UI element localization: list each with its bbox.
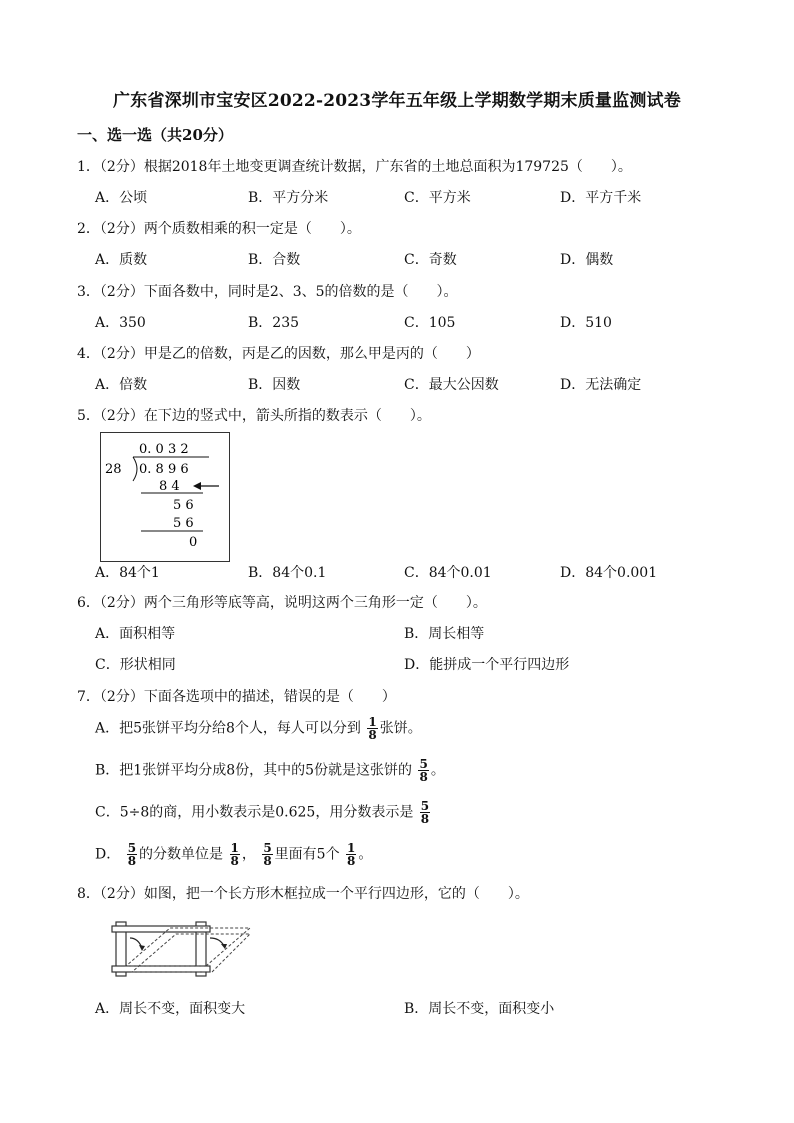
denominator: 8: [368, 728, 377, 742]
option-c: C．平方米: [404, 190, 471, 206]
option-b: B．平方分米: [248, 190, 329, 206]
option-a-suffix: 张饼。: [379, 720, 422, 737]
option-a-text: A．把5张饼平均分给8个人，每人可以分到: [95, 720, 361, 737]
question-text: （2分）下面各选项中的描述，错误的是（ ）: [99, 689, 396, 705]
option-c: [95, 800, 432, 825]
option-b: B．235: [248, 315, 300, 331]
division-bracket: [133, 457, 137, 481]
fraction-5-8: [418, 758, 428, 783]
option-b: B．周长相等: [404, 626, 485, 642]
frame-figure: [110, 918, 255, 984]
question-text: （2分）根据2018年土地变更调查统计数据，广东省的土地总面积为179725（ ）。: [99, 159, 632, 175]
question-text: （2分）两个质数相乘的积一定是（ ）。: [99, 221, 361, 237]
numerator: 5: [420, 799, 430, 813]
option-d-suffix: 。: [358, 846, 373, 863]
dividend: 0. 8 9 6: [139, 462, 189, 477]
option-b: B．合数: [248, 252, 301, 268]
question-number: 1．: [77, 159, 100, 175]
option-d: D．无法确定: [560, 377, 642, 393]
denominator: 8: [263, 854, 272, 868]
option-b: B．周长不变，面积变小: [404, 1001, 555, 1017]
question-5: [77, 405, 431, 425]
frame-svg: [110, 918, 255, 980]
option-a: A．84个1: [95, 565, 160, 581]
step-84: 8 4: [159, 479, 180, 494]
quotient: 0. 0 3 2: [139, 442, 189, 457]
long-division-svg: [101, 433, 229, 561]
question-number: 5．: [77, 408, 100, 424]
question-number: 2．: [77, 221, 100, 237]
numerator: 1: [368, 715, 377, 729]
question-number: 8．: [77, 886, 100, 902]
question-3: [77, 281, 458, 301]
numerator: 5: [127, 841, 137, 855]
option-d: D．偶数: [560, 252, 614, 268]
option-a: A．倍数: [95, 377, 148, 393]
denominator: 8: [420, 812, 430, 826]
option-a: [95, 716, 422, 741]
option-b: B．因数: [248, 377, 301, 393]
question-1: [77, 156, 632, 176]
option-a: A．质数: [95, 252, 148, 268]
question-number: 6．: [77, 595, 100, 611]
option-a: A．350: [95, 315, 146, 331]
step-56-b: 5 6: [173, 516, 194, 531]
section-heading: 一、选一选（共20分）: [77, 126, 233, 144]
denominator: 8: [127, 854, 137, 868]
option-c: C．奇数: [404, 252, 457, 268]
fraction-1-8: [230, 842, 240, 867]
question-text: （2分）如图，把一个长方形木框拉成一个平行四边形，它的（ ）。: [99, 886, 529, 902]
question-4: [77, 343, 480, 363]
option-c: C．84个0.01: [404, 565, 492, 581]
fraction-5-8: [127, 842, 137, 867]
question-2: [77, 218, 361, 238]
option-c: C．形状相同: [95, 657, 176, 673]
long-division-figure: [100, 432, 230, 562]
numerator: 1: [230, 841, 239, 855]
option-d: D．84个0.001: [560, 565, 658, 581]
frame-top-bar: [112, 926, 210, 932]
question-6: [77, 592, 487, 612]
option-d-label: D．: [95, 846, 121, 863]
page-title: 广东省深圳市宝安区2022-2023学年五年级上学期数学期末质量监测试卷: [113, 91, 681, 111]
option-d-comma: ，: [241, 846, 256, 863]
option-a: A．周长不变，面积变大: [95, 1001, 246, 1017]
denominator: 8: [419, 770, 428, 784]
fraction-5-8: [420, 800, 430, 825]
option-b: [95, 758, 445, 783]
question-8: [77, 883, 529, 903]
question-text: （2分）下面各数中，同时是2、3、5的倍数的是（ ）。: [99, 284, 458, 300]
fraction-1-8: [367, 716, 377, 741]
question-text: （2分）两个三角形等底等高，说明这两个三角形一定（ ）。: [99, 595, 487, 611]
numerator: 5: [263, 841, 272, 855]
arrow-icon: [193, 482, 201, 490]
option-b: B．84个0.1: [248, 565, 327, 581]
divisor: 28: [105, 462, 122, 477]
question-text: （2分）甲是乙的倍数，丙是乙的因数，那么甲是丙的（ ）: [99, 346, 480, 362]
question-number: 4．: [77, 346, 100, 362]
option-c: C．105: [404, 315, 456, 331]
numerator: 1: [347, 841, 356, 855]
denominator: 8: [347, 854, 356, 868]
option-d: [95, 842, 372, 867]
option-d: D．510: [560, 315, 612, 331]
question-7: [77, 686, 396, 706]
option-a: A．公顷: [95, 190, 148, 206]
option-d-text-1: 的分数单位是: [139, 846, 224, 863]
numerator: 5: [419, 757, 428, 771]
question-text: （2分）在下边的竖式中，箭头所指的数表示（ ）。: [99, 408, 431, 424]
denominator: 8: [230, 854, 239, 868]
option-b-suffix: 。: [430, 762, 445, 779]
question-number: 3．: [77, 284, 100, 300]
option-b-text: B．把1张饼平均分成8份，其中的5份就是这张饼的: [95, 762, 413, 779]
question-number: 7．: [77, 689, 100, 705]
option-d-text-2: 里面有5个: [274, 846, 340, 863]
step-56-a: 5 6: [173, 498, 194, 513]
fraction-5-8: [262, 842, 272, 867]
frame-bottom-bar: [112, 966, 210, 972]
option-c: C．最大公因数: [404, 377, 499, 393]
option-d: D．平方千米: [560, 190, 642, 206]
fraction-1-8: [346, 842, 356, 867]
option-c-text: C．5÷8的商，用小数表示是0.625，用分数表示是: [95, 804, 414, 821]
option-d: D．能拼成一个平行四边形: [404, 657, 570, 673]
remainder: 0: [189, 535, 198, 550]
option-a: A．面积相等: [95, 626, 176, 642]
